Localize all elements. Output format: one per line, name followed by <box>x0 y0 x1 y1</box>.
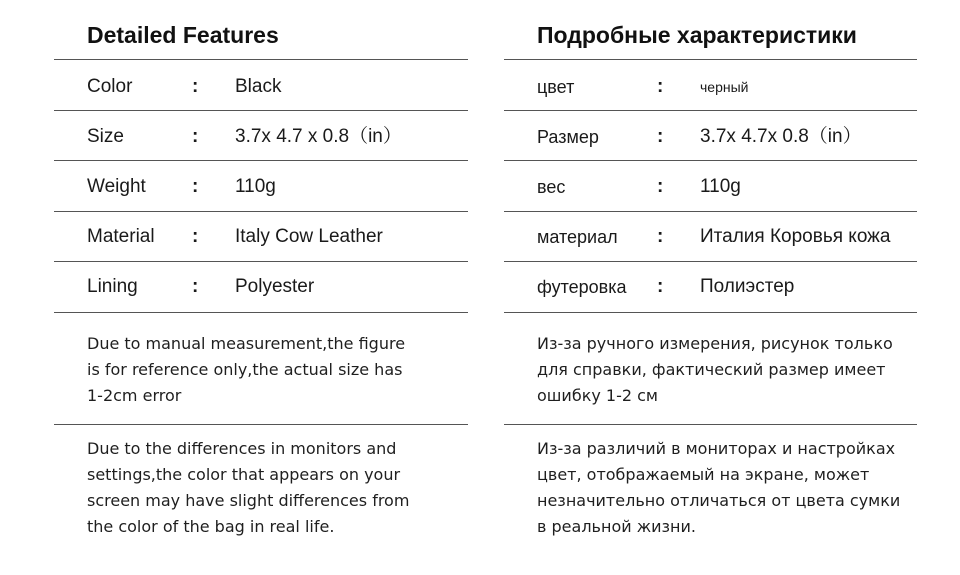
spec-row-color <box>54 62 468 112</box>
spec-label: футеровка <box>537 277 627 297</box>
note-line: is for reference only,the actual size has <box>87 360 403 379</box>
spec-colon: : <box>657 276 664 297</box>
note-line: ошибку 1-2 см <box>537 386 658 405</box>
spec-colon: : <box>192 226 199 247</box>
divider <box>504 110 917 111</box>
spec-value: черный <box>700 79 749 95</box>
spec-colon: : <box>657 126 664 147</box>
spec-value: Black <box>235 76 282 97</box>
note-line: 1-2cm error <box>87 386 182 405</box>
spec-label: Size <box>87 126 124 147</box>
divider <box>504 312 917 313</box>
spec-label: Color <box>87 76 133 97</box>
measurement-note <box>87 331 457 409</box>
spec-label: материал <box>537 227 618 247</box>
spec-value: Italy Cow Leather <box>235 226 383 247</box>
note-line: Из-за ручного измерения, рисунок только <box>537 334 893 353</box>
spec-colon: : <box>657 76 664 97</box>
spec-label: цвет <box>537 77 575 97</box>
note-line: screen may have slight differences from <box>87 491 410 510</box>
spec-colon: : <box>657 176 664 197</box>
features-panel-russian <box>504 0 917 575</box>
spec-row-material <box>54 212 468 262</box>
spec-value: 110g <box>235 176 276 197</box>
color-note <box>87 436 457 540</box>
spec-row-size <box>504 112 917 162</box>
spec-label: Material <box>87 226 155 247</box>
divider <box>504 424 917 425</box>
spec-colon: : <box>192 76 199 97</box>
spec-label: Weight <box>87 176 146 197</box>
spec-value: Polyester <box>235 276 315 297</box>
divider <box>54 59 468 60</box>
note-line: Из-за различий в мониторах и настройках <box>537 439 896 458</box>
spec-value: 3.7x 4.7 x 0.8（in） <box>235 126 402 147</box>
divider <box>54 160 468 161</box>
note-line: цвет, отображаемый на экране, может <box>537 465 870 484</box>
spec-label: вес <box>537 177 566 197</box>
spec-row-weight <box>504 162 917 212</box>
features-panel-english <box>54 0 468 575</box>
spec-row-lining <box>54 262 468 312</box>
divider <box>54 110 468 111</box>
spec-label: Размер <box>537 127 599 147</box>
divider <box>504 160 917 161</box>
divider <box>54 424 468 425</box>
spec-colon: : <box>192 276 199 297</box>
color-note <box>537 436 907 540</box>
note-line: the color of the bag in real life. <box>87 517 335 536</box>
note-line: незначительно отличаться от цвета сумки <box>537 491 901 510</box>
spec-value: 110g <box>700 176 741 197</box>
spec-row-size <box>54 112 468 162</box>
panel-title: Подробные характеристики <box>537 22 857 48</box>
measurement-note <box>537 331 907 409</box>
divider <box>54 312 468 313</box>
note-line: для справки, фактический размер имеет <box>537 360 886 379</box>
divider <box>504 59 917 60</box>
spec-value: Италия Коровья кожа <box>700 226 891 247</box>
spec-row-weight <box>54 162 468 212</box>
spec-label: Lining <box>87 276 138 297</box>
spec-colon: : <box>657 226 664 247</box>
note-line: Due to manual measurement,the figure <box>87 334 406 353</box>
note-line: Due to the differences in monitors and <box>87 439 397 458</box>
note-line: в реальной жизни. <box>537 517 696 536</box>
spec-row-color <box>504 62 917 112</box>
spec-colon: : <box>192 126 199 147</box>
spec-row-lining <box>504 262 917 312</box>
note-line: settings,the color that appears on your <box>87 465 401 484</box>
spec-colon: : <box>192 176 199 197</box>
spec-value: Полиэстер <box>700 276 795 297</box>
panel-title: Detailed Features <box>87 22 279 48</box>
spec-row-material <box>504 212 917 262</box>
spec-value: 3.7x 4.7x 0.8（in） <box>700 126 862 147</box>
